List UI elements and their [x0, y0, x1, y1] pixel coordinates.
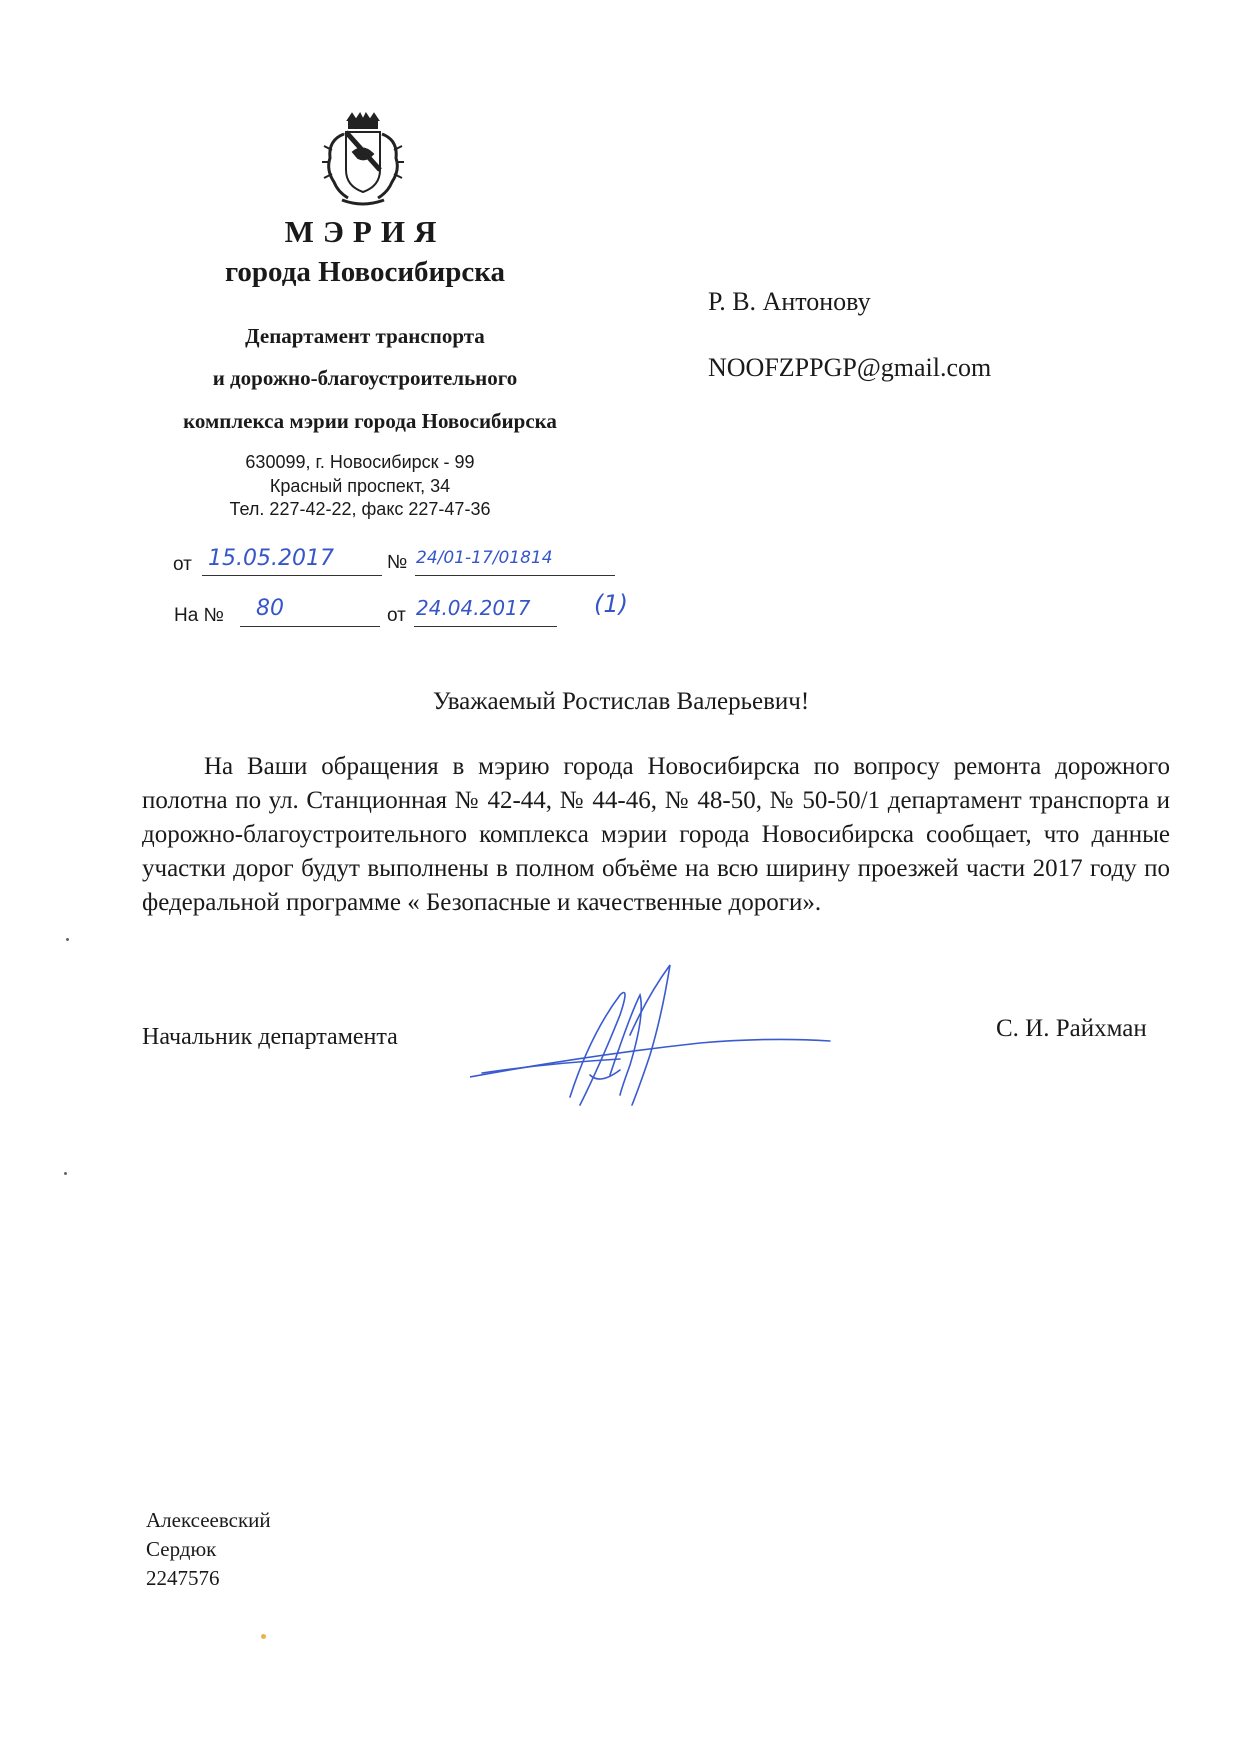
- salutation: Уважаемый Ростислав Валерьевич!: [432, 688, 810, 715]
- scan-speck: [261, 1634, 266, 1639]
- department-line-1: Департамент транспорта: [245, 324, 485, 348]
- executor-line-1: Алексеевский: [146, 1508, 271, 1532]
- outgoing-number: 24/01-17/01814: [416, 548, 553, 568]
- reply-from-line: [414, 626, 557, 627]
- from-date: 15.05.2017: [208, 546, 334, 571]
- org-city: города Новосибирска: [224, 256, 506, 288]
- number-line: [415, 575, 615, 576]
- from-date-line: [202, 575, 382, 576]
- handwritten-signature: [470, 955, 850, 1145]
- address-line-1: 630099, г. Новосибирск - 99: [245, 452, 475, 472]
- recipient-email: NOOFZPPGP@gmail.com: [708, 353, 992, 382]
- reply-from-label: от: [387, 605, 406, 626]
- letter-body: На Ваши обращения в мэрию города Новосибирска по вопросу ремонта дорожного полотна по ул. Станционная № 42-44, № 44-46, № 48-50, № 50-50/1 департамент транспорта и дорожно-благоустроительного комплекса мэрии города Новосибирска сообщает, что данные участки дорог будут выполнены в полном объёме на всю ширину проезжей части 2017 году по федеральной программе « Безопасные и качественные дороги».: [142, 753, 1170, 916]
- address-line-2: Красный проспект, 34: [269, 476, 451, 496]
- signer-title: Начальник департамента: [142, 1024, 398, 1050]
- scan-speck: [66, 938, 69, 941]
- from-label: от: [173, 554, 192, 575]
- reply-from-date: 24.04.2017: [416, 596, 531, 620]
- address-line-3: Тел. 227-42-22, факс 227-47-36: [229, 499, 491, 519]
- org-name: МЭРИЯ: [284, 214, 446, 249]
- signer-name: С. И. Райхман: [996, 1015, 1147, 1042]
- number-label: №: [387, 552, 408, 573]
- department-line-3: комплекса мэрии города Новосибирска: [183, 409, 557, 433]
- reply-note: (1): [594, 590, 628, 618]
- city-coat-of-arms-icon: [318, 112, 408, 212]
- reply-to-label: На №: [174, 605, 224, 626]
- reply-to-line: [240, 626, 380, 627]
- department-line-2: и дорожно-благоустроительного: [212, 366, 518, 390]
- executor-line-3: 2247576: [146, 1566, 220, 1590]
- executor-line-2: Сердюк: [146, 1537, 217, 1561]
- scan-speck: [64, 1172, 67, 1175]
- recipient-name: Р. В. Антонову: [708, 287, 871, 316]
- reply-to-number: 80: [256, 596, 284, 621]
